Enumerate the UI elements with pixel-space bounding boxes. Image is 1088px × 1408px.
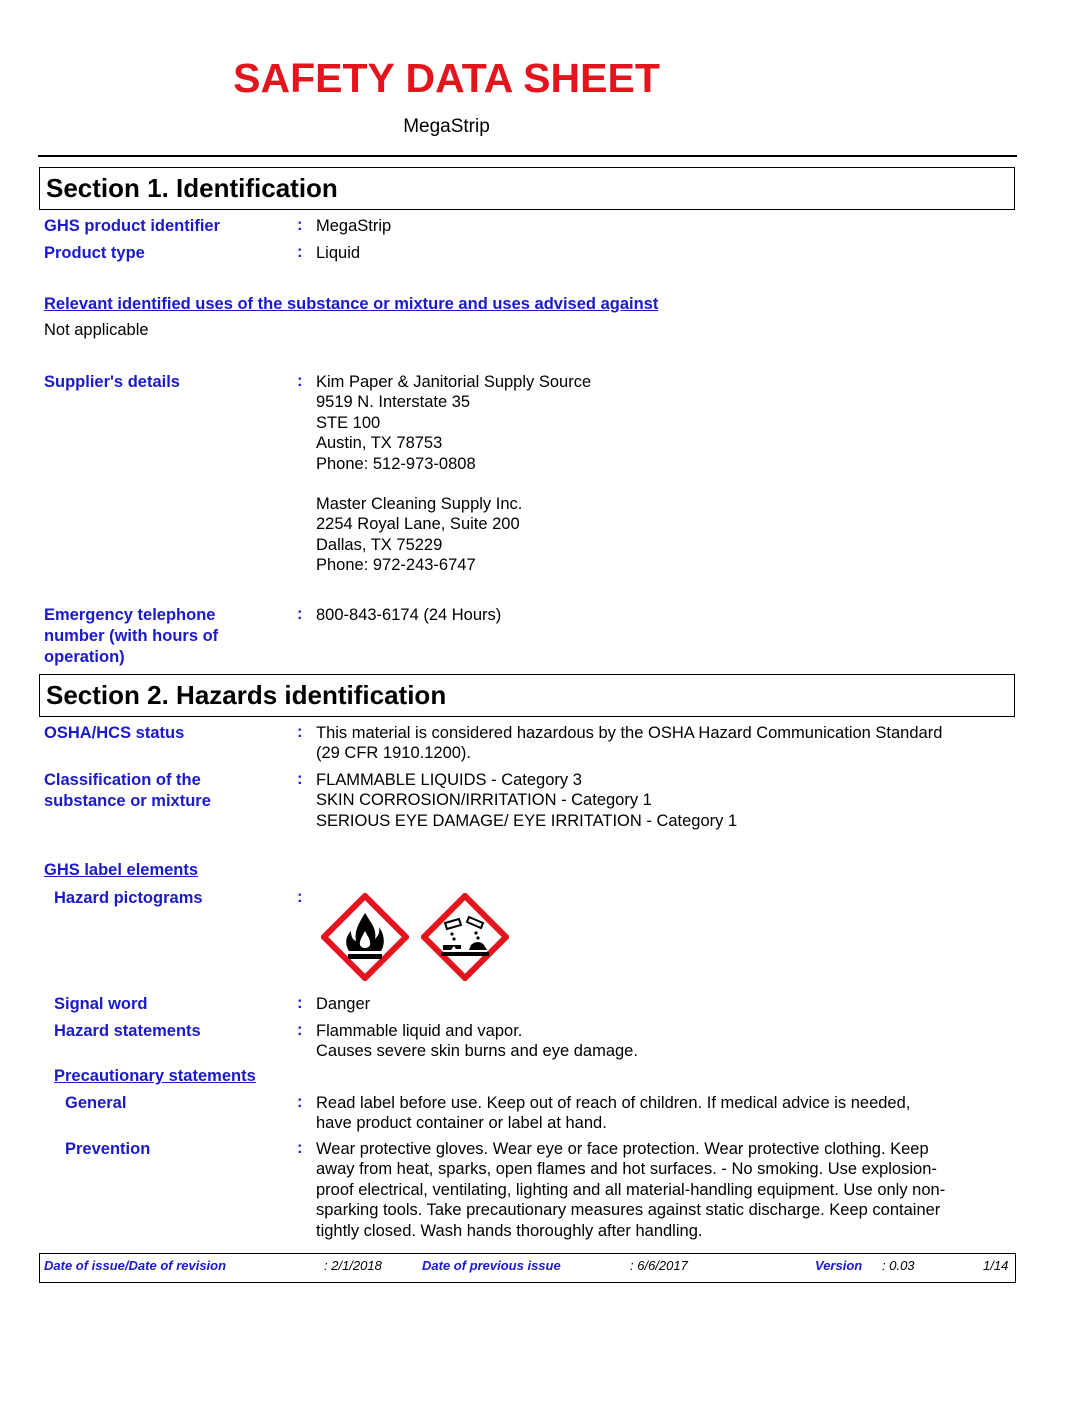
hazard-statement-line: Flammable liquid and vapor. bbox=[316, 1022, 523, 1040]
hazard-pictograms-label: Hazard pictograms bbox=[54, 889, 203, 907]
classification-value bbox=[316, 770, 737, 831]
relevant-uses-heading: Relevant identified uses of the substance or mixture and uses advised against bbox=[44, 295, 659, 313]
ghs-product-identifier-value: MegaStrip bbox=[316, 217, 392, 235]
prevention-line: proof electrical, ventilating, lighting and all material-handling equipment. Use only non- bbox=[316, 1180, 946, 1199]
colon: : bbox=[297, 723, 303, 741]
colon: : bbox=[297, 994, 303, 1012]
general-label: General bbox=[65, 1094, 127, 1112]
supplier-1-line: 9519 N. Interstate 35 bbox=[316, 393, 471, 412]
osha-status-line: (29 CFR 1910.1200). bbox=[316, 744, 472, 763]
supplier-2-line: Dallas, TX 75229 bbox=[316, 535, 443, 554]
general-line: Read label before use. Keep out of reach of children. If medical advice is needed, bbox=[316, 1094, 911, 1112]
prevention-line: away from heat, sparks, open flames and hot surfaces. - No smoking. Use explosion- bbox=[316, 1160, 937, 1179]
osha-status-value bbox=[316, 723, 942, 764]
relevant-uses-value: Not applicable bbox=[44, 321, 149, 339]
colon: : bbox=[297, 243, 303, 261]
footer-page-number: 1/14 bbox=[983, 1258, 1009, 1273]
footer-issue-value: : 2/1/2018 bbox=[324, 1258, 382, 1273]
hazard-statements-label: Hazard statements bbox=[54, 1022, 201, 1040]
supplier-1-line: Kim Paper & Janitorial Supply Source bbox=[316, 373, 592, 391]
emergency-label-line: operation) bbox=[44, 648, 125, 666]
footer-previous-issue-value: : 6/6/2017 bbox=[630, 1258, 688, 1273]
suppliers-details-label: Supplier's details bbox=[44, 373, 180, 391]
osha-status-line: This material is considered hazardous by the OSHA Hazard Communication Standard bbox=[316, 724, 943, 742]
supplier-1-line: Phone: 512-973-0808 bbox=[316, 454, 476, 473]
prevention-value bbox=[316, 1139, 945, 1241]
footer-issue-label: Date of issue/Date of revision bbox=[44, 1258, 227, 1273]
colon: : bbox=[297, 605, 303, 623]
supplier-2-line: Master Cleaning Supply Inc. bbox=[316, 495, 523, 513]
supplier-2-line: 2254 Royal Lane, Suite 200 bbox=[316, 515, 520, 534]
emergency-telephone-value: 800-843-6174 (24 Hours) bbox=[316, 606, 502, 624]
section-1-heading: Section 1. Identification bbox=[39, 167, 1015, 210]
colon: : bbox=[297, 770, 303, 788]
general-value bbox=[316, 1093, 910, 1134]
footer-version-value: : 0.03 bbox=[882, 1258, 915, 1273]
colon: : bbox=[297, 1139, 303, 1157]
classification-label bbox=[44, 770, 211, 812]
footer-previous-issue-label: Date of previous issue bbox=[422, 1258, 561, 1273]
corrosion-pictogram-icon bbox=[421, 893, 509, 981]
supplier-2-line: Phone: 972-243-6747 bbox=[316, 556, 476, 575]
prevention-line: tightly closed. Wash hands thoroughly after handling. bbox=[316, 1221, 703, 1240]
colon: : bbox=[297, 888, 303, 906]
emergency-label-line: Emergency telephone bbox=[44, 606, 216, 624]
ghs-label-elements-heading: GHS label elements bbox=[44, 861, 199, 879]
flame-pictogram-icon bbox=[321, 893, 409, 981]
classification-line: SERIOUS EYE DAMAGE/ EYE IRRITATION - Category 1 bbox=[316, 811, 738, 830]
emergency-label-line: number (with hours of bbox=[44, 627, 219, 645]
ghs-product-identifier-label: GHS product identifier bbox=[44, 217, 221, 235]
product-type-value: Liquid bbox=[316, 244, 361, 262]
supplier-1-line: STE 100 bbox=[316, 413, 381, 432]
footer-version-label: Version bbox=[815, 1258, 863, 1273]
supplier-1-address bbox=[316, 372, 591, 474]
classification-line: SKIN CORROSION/IRRITATION - Category 1 bbox=[316, 791, 652, 810]
signal-word-value: Danger bbox=[316, 995, 371, 1013]
document-title: SAFETY DATA SHEET bbox=[233, 55, 660, 101]
prevention-line: Wear protective gloves. Wear eye or face protection. Wear protective clothing. Keep bbox=[316, 1140, 929, 1158]
emergency-telephone-label bbox=[44, 605, 218, 668]
supplier-2-address bbox=[316, 494, 522, 576]
osha-status-label: OSHA/HCS status bbox=[44, 724, 185, 742]
colon: : bbox=[297, 216, 303, 234]
hazard-statements-value bbox=[316, 1021, 638, 1062]
prevention-line: sparking tools. Take precautionary measures against static discharge. Keep container bbox=[316, 1201, 941, 1220]
classification-line: FLAMMABLE LIQUIDS - Category 3 bbox=[316, 771, 582, 789]
prevention-label: Prevention bbox=[65, 1140, 151, 1158]
classification-label-line: Classification of the bbox=[44, 771, 201, 789]
precautionary-statements-heading: Precautionary statements bbox=[54, 1067, 256, 1085]
colon: : bbox=[297, 372, 303, 390]
colon: : bbox=[297, 1021, 303, 1039]
classification-label-line: substance or mixture bbox=[44, 792, 211, 810]
product-name: MegaStrip bbox=[403, 116, 490, 137]
section-2-heading: Section 2. Hazards identification bbox=[39, 674, 1015, 717]
header-divider bbox=[38, 155, 1017, 157]
hazard-statement-line: Causes severe skin burns and eye damage. bbox=[316, 1042, 638, 1061]
product-type-label: Product type bbox=[44, 244, 145, 262]
general-line: have product container or label at hand. bbox=[316, 1114, 607, 1133]
colon: : bbox=[297, 1093, 303, 1111]
signal-word-label: Signal word bbox=[54, 995, 148, 1013]
supplier-1-line: Austin, TX 78753 bbox=[316, 434, 443, 453]
